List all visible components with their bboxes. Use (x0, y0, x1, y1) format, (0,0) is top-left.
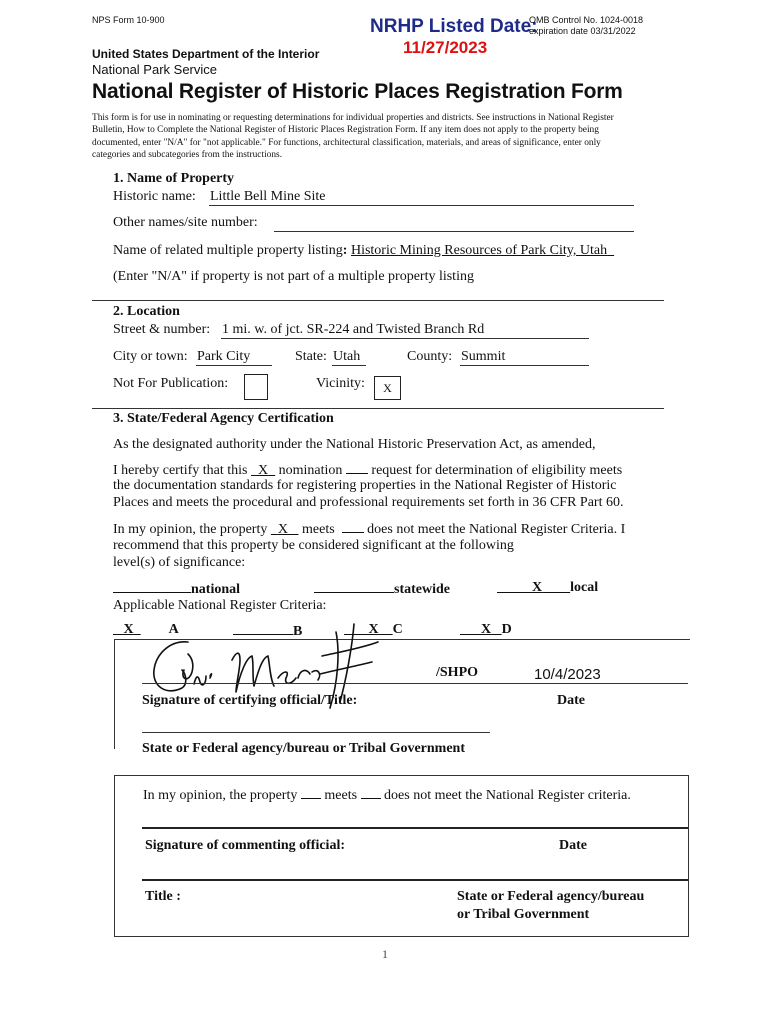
city-underline (196, 365, 272, 366)
comment-signature-label: Signature of commenting official: (145, 838, 345, 853)
na-note: (Enter "N/A" if property is not part of a multiple property listing (113, 269, 474, 284)
county-underline (460, 365, 589, 366)
nomination-mark[interactable]: X (258, 463, 269, 478)
cert-line-1 (113, 461, 622, 479)
level-statewide (314, 580, 450, 598)
agency: National Park Service (92, 62, 217, 77)
mpl-colon: : (342, 243, 348, 258)
local-mark[interactable]: X (532, 580, 543, 595)
comment-agency-line-2: or Tribal Government (457, 907, 590, 922)
statewide-blank[interactable] (314, 580, 394, 593)
criterion-c-mark[interactable]: X (368, 622, 379, 637)
criteria-label: Applicable National Register Criteria: (113, 598, 327, 613)
section-3-heading: 3. State/Federal Agency Certification (113, 411, 334, 426)
comment-date-label: Date (559, 838, 587, 853)
omb-control: OMB Control No. 1024-0018 (529, 15, 644, 25)
opinion-line-1 (113, 520, 625, 538)
level-national (113, 580, 240, 598)
county-value: Summit (461, 349, 506, 364)
signature-line (142, 683, 688, 684)
criterion-a-mark[interactable]: X (123, 622, 134, 637)
city-label: City or town: (113, 349, 188, 364)
page-title: National Register of Historic Places Registration Form (92, 80, 623, 103)
instructions-line: documented, enter "N/A" for "not applicable." For functions, architectural classification, materials, and areas of significance, enter only (92, 137, 601, 148)
national-label: national (191, 582, 241, 597)
certify-text: I hereby certify that this (113, 463, 248, 478)
mpl-label-line (113, 243, 614, 259)
street-label: Street & number: (113, 322, 211, 337)
department: United States Department of the Interior (92, 47, 320, 61)
nfp-checkbox[interactable] (244, 374, 268, 400)
instructions (92, 112, 682, 162)
nfp-label: Not For Publication: (113, 376, 229, 391)
section-divider (92, 300, 664, 301)
state-value: Utah (333, 349, 361, 364)
meets-mark[interactable]: X (277, 522, 288, 537)
criterion-c-letter: C (392, 622, 403, 637)
meets-text: meets (302, 522, 335, 537)
street-value: 1 mi. w. of jct. SR-224 and Twisted Branch Rd (222, 322, 485, 337)
date-label: Date (557, 693, 585, 708)
page-number: 1 (382, 947, 388, 961)
opinion-text: In my opinion, the property (113, 522, 268, 537)
request-blank[interactable] (346, 461, 368, 474)
mpl-label: Name of related multiple property listing (113, 243, 343, 258)
vicinity-label: Vicinity: (316, 376, 365, 391)
instructions-line: categories and subcategories from the instructions. (92, 150, 283, 161)
other-names-label: Other names/site number: (113, 215, 258, 230)
city-value: Park City (197, 349, 251, 364)
mpl-value: Historic Mining Resources of Park City, Utah (350, 243, 608, 258)
comment-opinion-text: In my opinion, the property (143, 788, 298, 803)
shpo-label: /SHPO (436, 665, 479, 680)
cert-line-2: the documentation standards for registering properties in the National Register of Historic (113, 478, 617, 493)
county-label: County: (407, 349, 453, 364)
does-not-meet-text: does not meet the National Register Criteria. I (367, 522, 626, 537)
street-underline (221, 338, 589, 339)
agency-line (142, 732, 490, 733)
historic-name-underline (209, 205, 634, 206)
criterion-d-mark[interactable]: X (481, 622, 492, 637)
comment-agency-line-1: State or Federal agency/bureau (457, 889, 645, 904)
comment-signature-line (142, 827, 688, 829)
signature-label: Signature of certifying official/Title: (142, 693, 358, 708)
criterion-d-letter: D (501, 622, 512, 637)
nomination-text: nomination (278, 463, 343, 478)
comment-does-not-blank[interactable] (361, 786, 381, 799)
state-underline (332, 365, 366, 366)
criterion-a-letter: A (168, 622, 179, 637)
nrhp-stamp-label: NRHP Listed Date: (370, 16, 538, 37)
level-local (497, 580, 598, 596)
nrhp-stamp-date: 11/27/2023 (403, 38, 488, 57)
comment-title-label: Title : (145, 889, 181, 904)
section-2-heading: 2. Location (113, 304, 180, 319)
vicinity-checkbox[interactable]: X (374, 376, 401, 400)
comment-title-line (142, 879, 688, 881)
instructions-line: Bulletin, How to Complete the National Register of Historic Places Registration Form. If any item does not apply to the property being (92, 125, 599, 136)
historic-name-label: Historic name: (113, 189, 196, 204)
comment-opinion (143, 786, 631, 804)
request-text: request for determination of eligibility meets (371, 463, 623, 478)
statewide-label: statewide (394, 582, 450, 597)
signature-box-left (114, 639, 116, 749)
criterion-b-letter: B (293, 624, 303, 639)
cert-date: 10/4/2023 (534, 666, 601, 683)
does-not-meet-blank[interactable] (342, 520, 364, 533)
local-label: local (570, 580, 599, 595)
section-divider (92, 408, 664, 409)
comment-meets-blank[interactable] (301, 786, 321, 799)
cert-line-3: Places and meets the procedural and professional requirements set forth in 36 CFR Part 60. (113, 495, 624, 510)
cert-intro: As the designated authority under the National Historic Preservation Act, as amended, (113, 437, 596, 452)
agency-label: State or Federal agency/bureau or Tribal Government (142, 741, 466, 756)
instructions-line: This form is for use in nominating or requesting determinations for individual properties and districts. See instructions in National Register (92, 113, 614, 123)
comment-meets-text: meets (324, 788, 358, 803)
historic-name-value: Little Bell Mine Site (210, 189, 326, 204)
comment-does-not-text: does not meet the National Register criteria. (384, 788, 631, 803)
national-blank[interactable] (113, 580, 191, 593)
state-label: State: (295, 349, 327, 364)
criterion-d (460, 622, 512, 638)
section-1-heading: 1. Name of Property (113, 171, 235, 186)
form-number: NPS Form 10-900 (92, 15, 165, 25)
expiration-date: expiration date 03/31/2022 (529, 26, 636, 36)
opinion-line-3: level(s) of significance: (113, 555, 246, 570)
other-names-underline (274, 231, 634, 232)
opinion-line-2: recommend that this property be considered significant at the following (113, 538, 514, 553)
